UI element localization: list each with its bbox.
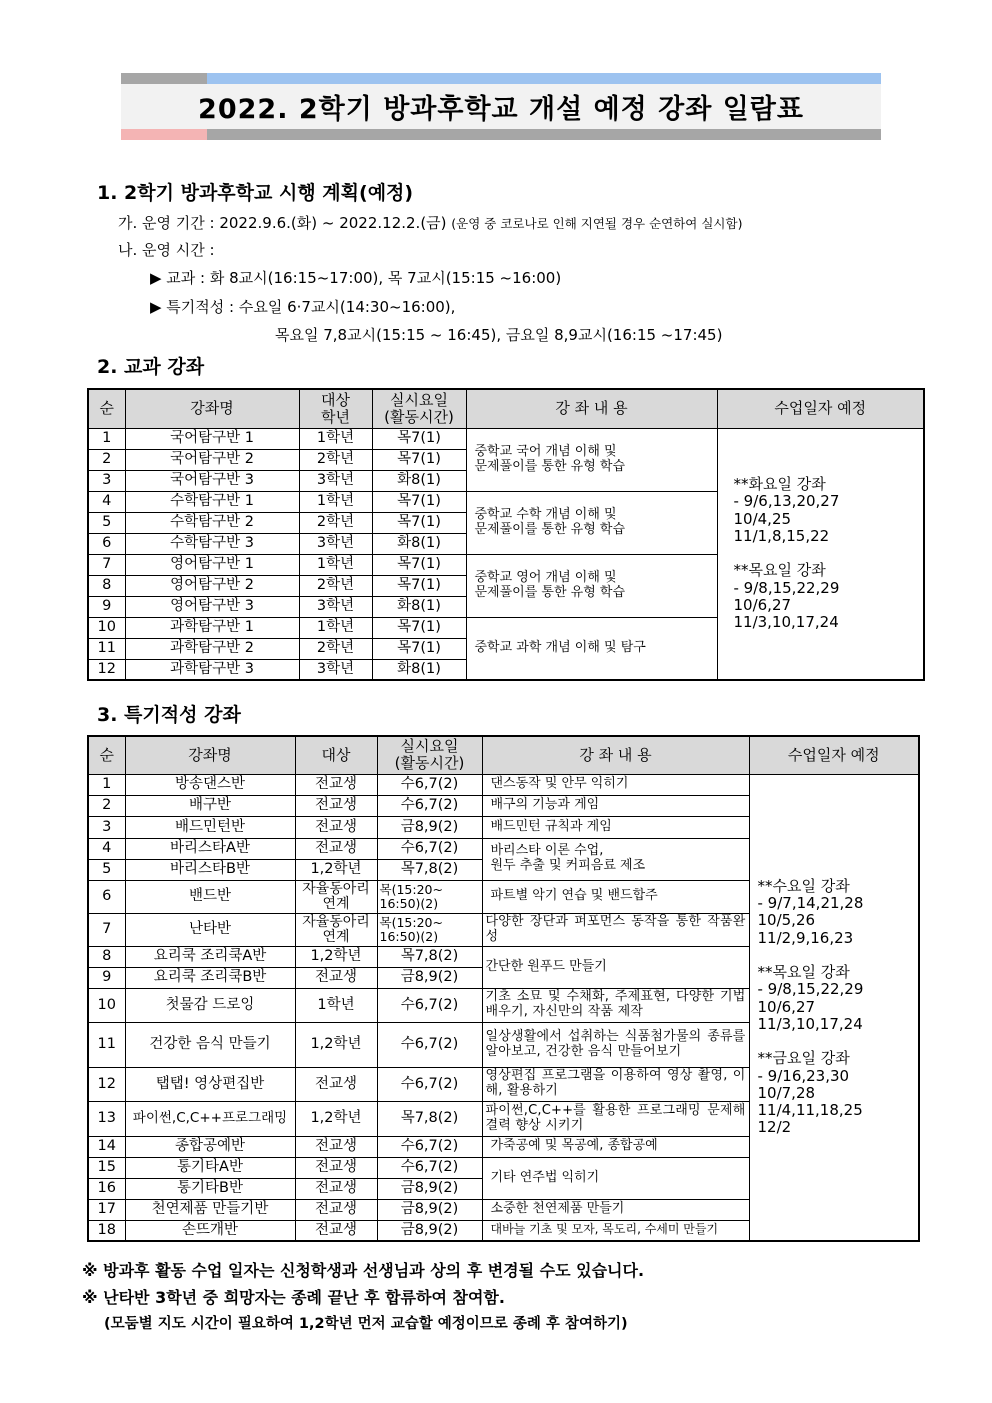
note-2: ※ 난타반 3학년 중 희망자는 종례 끝난 후 합류하여 참여함. [82,1288,505,1307]
title-bar-bottom-right [207,129,881,140]
special-course-table [87,735,920,1242]
target-grade: 3학년 [299,470,372,491]
row-no: 6 [88,880,125,913]
header-target-grade: 대상 학년 [299,389,372,428]
operation-period-note: (운영 중 코로나로 인해 지연될 경우 순연하여 실시함) [451,216,743,231]
section3-heading: 3. 특기적성 강좌 [97,704,241,726]
header-schedule: 수업일자 예정 [749,736,919,774]
target: 전교생 [295,816,377,838]
day-time: 목7,8(2) [377,1101,482,1136]
section2-heading: 2. 교과 강좌 [97,356,205,378]
course-content: 중학교 영어 개념 이해 및 문제풀이를 통한 유형 학습 [466,554,717,617]
day-time: 목7(1) [372,428,466,449]
row-no: 12 [88,1067,125,1101]
course-name: 과학탐구반 1 [125,617,299,638]
header-content: 강 좌 내 용 [466,389,717,428]
target: 전교생 [295,1178,377,1199]
course-content: 기초 소묘 및 수채화, 주제표현, 다양한 기법 배우기, 자신만의 작품 제작 [482,988,749,1022]
target: 전교생 [295,838,377,859]
course-name: 탭탭! 영상편집반 [125,1067,295,1101]
course-content: 일상생활에서 섭취하는 식품첨가물의 종류를 알아보고, 건강한 음식 만들어보기 [482,1022,749,1067]
title-bar-top-left [121,73,207,84]
row-no: 1 [88,428,125,449]
course-name: 요리쿡 조리쿡B반 [125,967,295,988]
row-no: 15 [88,1157,125,1178]
row-no: 9 [88,596,125,617]
row-no: 3 [88,816,125,838]
target: 1,2학년 [295,946,377,967]
target-grade: 2학년 [299,575,372,596]
day-time: 목(15:20~ 16:50)(2) [377,913,482,946]
row-no: 2 [88,449,125,470]
day-time: 수6,7(2) [377,795,482,816]
subject-course-table [87,388,925,681]
header-no: 순 [88,389,125,428]
title-bar-bottom-left [121,129,207,140]
row-no: 11 [88,638,125,659]
day-time: 금8,9(2) [377,967,482,988]
day-time: 금8,9(2) [377,816,482,838]
target: 전교생 [295,1157,377,1178]
course-content: 중학교 수학 개념 이해 및 문제풀이를 통한 유형 학습 [466,491,717,554]
course-name: 천연제품 만들기반 [125,1199,295,1220]
target: 1,2학년 [295,1101,377,1136]
day-time: 목7(1) [372,617,466,638]
page-title: 2022. 2학기 방과후학교 개설 예정 강좌 일람표 [121,84,881,129]
row-no: 5 [88,859,125,880]
header-day-time: 실시요일 (활동시간) [372,389,466,428]
course-name: 영어탐구반 3 [125,596,299,617]
course-name: 수학탐구반 1 [125,491,299,512]
course-name: 통기타A반 [125,1157,295,1178]
day-time: 목7(1) [372,554,466,575]
day-time: 수6,7(2) [377,838,482,859]
day-time: 화8(1) [372,533,466,554]
course-name: 영어탐구반 2 [125,575,299,596]
course-name: 건강한 음식 만들기 [125,1022,295,1067]
header-no: 순 [88,736,125,774]
course-name: 종합공예반 [125,1136,295,1157]
day-time: 목7(1) [372,512,466,533]
row-no: 4 [88,491,125,512]
header-day-time: 실시요일 (활동시간) [377,736,482,774]
row-no: 1 [88,774,125,795]
target-grade: 3학년 [299,659,372,680]
day-time: 목7(1) [372,638,466,659]
course-name: 배드민턴반 [125,816,295,838]
target: 자율동아리 연계 [295,880,377,913]
course-name: 손뜨개반 [125,1220,295,1241]
operation-time-label: 나. 운영 시간 : [118,241,215,259]
row-no: 6 [88,533,125,554]
course-name: 국어탐구반 1 [125,428,299,449]
target: 전교생 [295,967,377,988]
title-bar-top-right [207,73,881,84]
row-no: 8 [88,946,125,967]
day-time: 수6,7(2) [377,1136,482,1157]
course-content: 바리스타 이론 수업, 원두 추출 및 커피음료 제조 [482,838,749,880]
header-target: 대상 [295,736,377,774]
target-grade: 2학년 [299,512,372,533]
day-time: 목7,8(2) [377,946,482,967]
target-grade: 1학년 [299,428,372,449]
row-no: 2 [88,795,125,816]
course-name: 과학탐구반 3 [125,659,299,680]
day-time: 목7(1) [372,449,466,470]
target-grade: 3학년 [299,596,372,617]
target-grade: 2학년 [299,638,372,659]
course-content: 간단한 원푸드 만들기 [482,946,749,988]
course-name: 수학탐구반 2 [125,512,299,533]
day-time: 화8(1) [372,659,466,680]
course-name: 방송댄스반 [125,774,295,795]
course-name: 난타반 [125,913,295,946]
course-content: 소중한 천연제품 만들기 [482,1199,749,1220]
row-no: 7 [88,554,125,575]
course-content: 배드민턴 규칙과 게임 [482,816,749,838]
day-time: 목7(1) [372,491,466,512]
course-name: 통기타B반 [125,1178,295,1199]
row-no: 14 [88,1136,125,1157]
row-no: 9 [88,967,125,988]
row-no: 17 [88,1199,125,1220]
target: 전교생 [295,1220,377,1241]
day-time: 수6,7(2) [377,774,482,795]
row-no: 12 [88,659,125,680]
target-grade: 1학년 [299,617,372,638]
target-grade: 3학년 [299,533,372,554]
row-no: 8 [88,575,125,596]
header-content: 강 좌 내 용 [482,736,749,774]
subject-time: ▶ 교과 : 화 8교시(16:15~17:00), 목 7교시(15:15 ~16:00) [150,269,562,287]
course-name: 첫물감 드로잉 [125,988,295,1022]
course-content: 중학교 국어 개념 이해 및 문제풀이를 통한 유형 학습 [466,428,717,491]
course-name: 배구반 [125,795,295,816]
special-time-1: ▶ 특기적성 : 수요일 6·7교시(14:30~16:00), [150,298,456,316]
special-time-2: 목요일 7,8교시(15:15 ~ 16:45), 금요일 8,9교시(16:15 ~17:45) [275,326,723,344]
course-content: 파트별 악기 연습 및 밴드합주 [482,880,749,913]
target: 전교생 [295,774,377,795]
row-no: 3 [88,470,125,491]
target: 1학년 [295,988,377,1022]
course-content: 다양한 장단과 퍼포먼스 동작을 통한 작품완성 [482,913,749,946]
target-grade: 1학년 [299,554,372,575]
course-name: 밴드반 [125,880,295,913]
day-time: 목(15:20~ 16:50)(2) [377,880,482,913]
day-time: 수6,7(2) [377,1157,482,1178]
row-no: 4 [88,838,125,859]
schedule-cell: **화요일 강좌 - 9/6,13,20,27 10/4,25 11/1,8,15,22 **목요일 강좌 - 9/8,15,22,29 10/6,27 11/3,10,17,24 [717,428,924,680]
header-course-name: 강좌명 [125,389,299,428]
row-no: 16 [88,1178,125,1199]
table-header-row [88,736,919,774]
course-content: 대바늘 기초 및 모자, 목도리, 수세미 만들기 [482,1220,749,1241]
day-time: 수6,7(2) [377,1022,482,1067]
course-content: 댄스동작 및 안무 익히기 [482,774,749,795]
section1-heading: 1. 2학기 방과후학교 시행 계획(예정) [97,182,414,204]
day-time: 화8(1) [372,470,466,491]
header-course-name: 강좌명 [125,736,295,774]
row-no: 10 [88,617,125,638]
row-no: 18 [88,1220,125,1241]
schedule-cell: **수요일 강좌 - 9/7,14,21,28 10/5,26 11/2,9,16,23 **목요일 강좌 - 9/8,15,22,29 10/6,27 11/3,10,17,24 **금요일 강좌 - 9/16,23,30 10/7,28 11/4,11,18,25 12/2 [749,774,919,1241]
target: 1,2학년 [295,1022,377,1067]
target: 자율동아리 연계 [295,913,377,946]
target: 전교생 [295,1067,377,1101]
table-row [88,774,919,795]
course-name: 국어탐구반 3 [125,470,299,491]
target: 전교생 [295,1136,377,1157]
target: 전교생 [295,795,377,816]
day-time: 수6,7(2) [377,1067,482,1101]
course-name: 수학탐구반 3 [125,533,299,554]
course-name: 요리쿡 조리쿡A반 [125,946,295,967]
day-time: 금8,9(2) [377,1220,482,1241]
note-1: ※ 방과후 활동 수업 일자는 신청학생과 선생님과 상의 후 변경될 수도 있습니다. [82,1261,645,1280]
course-content: 기타 연주법 익히기 [482,1157,749,1199]
course-content: 가죽공예 및 목공예, 종합공예 [482,1136,749,1157]
operation-period-label: 가. 운영 기간 : 2022.9.6.(화) ~ 2022.12.2.(금) [118,214,447,232]
target: 1,2학년 [295,859,377,880]
target: 전교생 [295,1199,377,1220]
course-name: 영어탐구반 1 [125,554,299,575]
target-grade: 2학년 [299,449,372,470]
day-time: 화8(1) [372,596,466,617]
table-row [88,428,924,449]
course-name: 국어탐구반 2 [125,449,299,470]
day-time: 목7(1) [372,575,466,596]
course-name: 바리스타B반 [125,859,295,880]
row-no: 7 [88,913,125,946]
course-name: 파이썬,C,C++프로그래밍 [125,1101,295,1136]
target-grade: 1학년 [299,491,372,512]
course-content: 영상편집 프로그램을 이용하여 영상 촬영, 이해, 활용하기 [482,1067,749,1101]
row-no: 5 [88,512,125,533]
row-no: 10 [88,988,125,1022]
row-no: 13 [88,1101,125,1136]
day-time: 금8,9(2) [377,1199,482,1220]
day-time: 목7,8(2) [377,859,482,880]
note-3: (모둠별 지도 시간이 필요하여 1,2학년 먼저 교습할 예정이므로 종례 후 참여하기) [104,1316,628,1332]
row-no: 11 [88,1022,125,1067]
header-schedule: 수업일자 예정 [717,389,924,428]
course-content: 파이썬,C,C++를 활용한 프로그래밍 문제해결력 향상 시키기 [482,1101,749,1136]
day-time: 금8,9(2) [377,1178,482,1199]
operation-period [118,212,742,233]
day-time: 수6,7(2) [377,988,482,1022]
course-content: 중학교 과학 개념 이해 및 탐구 [466,617,717,680]
course-content: 배구의 기능과 게임 [482,795,749,816]
table-header-row [88,389,924,428]
course-name: 과학탐구반 2 [125,638,299,659]
course-name: 바리스타A반 [125,838,295,859]
